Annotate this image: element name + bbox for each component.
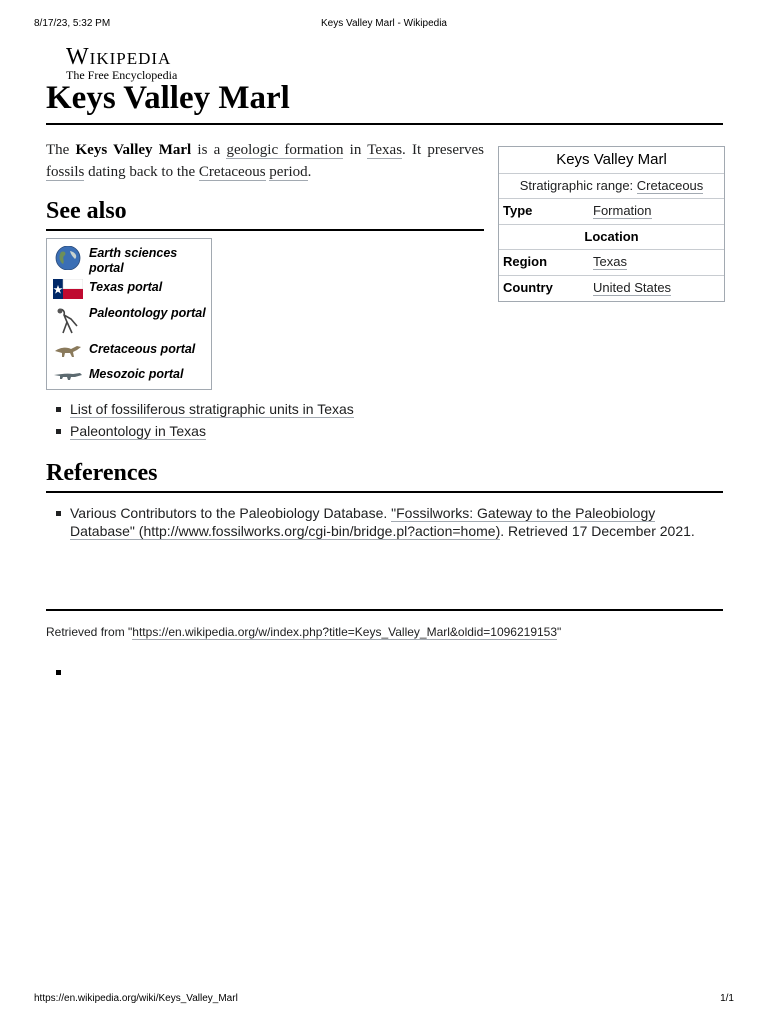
- references-heading: References: [46, 460, 158, 486]
- infobox: [498, 146, 725, 302]
- infobox-key: Country: [503, 280, 553, 295]
- retrieved-prefix: Retrieved from ": [46, 625, 133, 639]
- link-period[interactable]: period: [269, 164, 308, 180]
- print-datetime: 8/17/23, 5:32 PM: [34, 18, 111, 29]
- intro-paragraph: [46, 139, 484, 183]
- title-divider: [46, 123, 723, 125]
- reptile-icon: [53, 366, 83, 384]
- portal-label[interactable]: Paleontology portal: [89, 306, 206, 320]
- print-footer-url: https://en.wikipedia.org/wiki/Keys_Valley_Marl: [34, 993, 238, 1004]
- retrieved-from: [46, 625, 561, 639]
- see-also-heading: See also: [46, 198, 127, 224]
- link-texas[interactable]: Texas: [367, 142, 403, 158]
- link-cretaceous[interactable]: Cretaceous: [198, 164, 266, 180]
- intro-text: .: [307, 164, 312, 180]
- reference-text: . Retrieved 17 December 2021.: [500, 523, 695, 539]
- portal-label[interactable]: Texas portal: [89, 280, 163, 294]
- portal-earth-sciences[interactable]: [47, 243, 211, 275]
- infobox-location-header: Location: [499, 225, 724, 250]
- retrieved-suffix: ": [557, 625, 562, 639]
- texas-flag-icon: [53, 279, 83, 299]
- logo-tagline: The Free Encyclopedia: [66, 68, 178, 82]
- see-also-divider: [46, 229, 484, 231]
- infobox-range: [499, 174, 724, 199]
- infobox-range-label: Stratigraphic range:: [519, 178, 637, 193]
- intro-text: in: [343, 142, 368, 158]
- intro-text: . It preserves: [402, 142, 484, 158]
- empty-list-bullet: [56, 670, 61, 675]
- infobox-title: Keys Valley Marl: [499, 147, 724, 174]
- list-item: [56, 420, 354, 442]
- link-paleontology-in-texas[interactable]: Paleontology in Texas: [70, 423, 206, 439]
- intro-text: is a: [191, 142, 227, 158]
- portal-label[interactable]: Cretaceous portal: [89, 342, 196, 356]
- list-item: [56, 398, 354, 420]
- wikipedia-logo[interactable]: [66, 44, 171, 71]
- infobox-row-country: [499, 276, 724, 301]
- infobox-type-link[interactable]: Formation: [593, 203, 652, 218]
- portal-box: [46, 238, 212, 390]
- infobox-region-link[interactable]: Texas: [593, 254, 627, 269]
- portal-label[interactable]: Earth sciences portal: [89, 246, 178, 275]
- portal-paleontology[interactable]: [47, 304, 211, 338]
- references-list: [56, 504, 716, 540]
- retrieved-url-link[interactable]: https://en.wikipedia.org/w/index.php?title=Keys_Valley_Marl&oldid=1096219153: [132, 625, 558, 639]
- portal-cretaceous[interactable]: [47, 340, 211, 360]
- globe-icon: [53, 246, 83, 270]
- reference-text: Various Contributors to the Paleobiology Database.: [70, 505, 392, 521]
- infobox-key: Region: [503, 254, 548, 269]
- print-page-number: 1/1: [720, 993, 734, 1004]
- references-divider: [46, 491, 723, 493]
- reference-link-fossilworks[interactable]: "Fossilworks: Gateway to the Paleobiology Database" (http://www.fossilworks.org/cgi-bin/bridge.pl?action=home): [70, 505, 656, 539]
- logo-wordmark: Wikipedia: [66, 44, 172, 70]
- intro-text: The: [46, 142, 76, 158]
- footer-divider: [46, 609, 723, 611]
- infobox-key: Type: [503, 203, 533, 218]
- print-page-title: Keys Valley Marl - Wikipedia: [321, 18, 447, 29]
- see-also-list: [56, 398, 354, 442]
- link-geologic-formation[interactable]: geologic formation: [226, 142, 344, 158]
- page-title: Keys Valley Marl: [46, 80, 290, 116]
- infobox-range-link[interactable]: Cretaceous: [636, 178, 704, 193]
- dinosaur-skeleton-icon: [53, 306, 83, 336]
- intro-text: dating back to the: [84, 164, 199, 180]
- infobox-country-link[interactable]: United States: [593, 280, 672, 295]
- portal-texas[interactable]: [47, 278, 211, 300]
- link-fossils[interactable]: fossils: [46, 164, 85, 180]
- infobox-row-type: [499, 199, 724, 225]
- portal-mesozoic[interactable]: [47, 365, 211, 385]
- portal-label[interactable]: Mesozoic portal: [89, 367, 184, 381]
- infobox-row-region: [499, 250, 724, 276]
- intro-bold-title: Keys Valley Marl: [75, 142, 192, 158]
- reference-item: [56, 504, 716, 540]
- dinosaur-icon: [53, 341, 83, 359]
- link-fossiliferous-units[interactable]: List of fossiliferous stratigraphic units in Texas: [70, 401, 354, 417]
